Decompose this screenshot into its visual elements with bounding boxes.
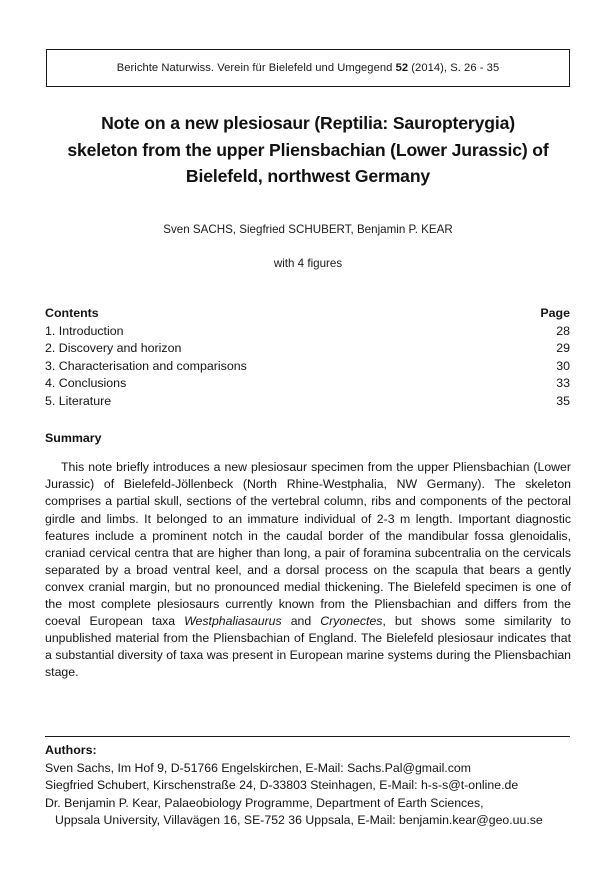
journal-citation-suffix: (2014), S. 26 - 35: [408, 62, 500, 74]
toc-entry-label: 1. Introduction: [45, 323, 124, 338]
toc-heading-page: Page: [540, 306, 570, 320]
toc-entry-page: 28: [556, 323, 570, 338]
toc-heading-label: Contents: [45, 306, 99, 320]
page-title: [46, 110, 570, 190]
toc-entry-literature[interactable]: [45, 393, 570, 411]
table-of-contents: [45, 305, 570, 411]
journal-header-box: [46, 49, 570, 87]
toc-entry-page: 30: [556, 358, 570, 373]
toc-entry-conclusions[interactable]: [45, 375, 570, 393]
authors-heading: Authors:: [45, 743, 97, 757]
authors-divider: [45, 736, 570, 737]
toc-entry-label: 4. Conclusions: [45, 376, 127, 391]
author-address-sachs: Sven Sachs, Im Hof 9, D-51766 Engelskirchen, E-Mail: Sachs.Pal@gmail.com: [45, 760, 471, 775]
toc-entry-page: 35: [556, 393, 570, 408]
toc-entry-label: 5. Literature: [45, 393, 112, 408]
title-line-2: skeleton from the upper Pliensbachian (Lower Jurassic) of: [67, 139, 549, 160]
toc-entry-label: 3. Characterisation and comparisons: [45, 358, 247, 373]
author-address-kear-line-1: Dr. Benjamin P. Kear, Palaeobiology Programme, Department of Earth Sciences,: [45, 795, 484, 810]
toc-entry-discovery-and-horizon[interactable]: [45, 340, 570, 358]
toc-entry-introduction[interactable]: [45, 323, 570, 341]
toc-entry-characterisation-and-comparisons[interactable]: [45, 358, 570, 376]
toc-entry-label: 2. Discovery and horizon: [45, 341, 182, 356]
summary-section: [45, 430, 571, 694]
taxon-name-westphaliasaurus: Westphaliasaurus: [184, 614, 282, 629]
author-byline: Sven SACHS, Siegfried SCHUBERT, Benjamin P. KEAR: [163, 223, 453, 236]
author-address-kear-line-2: Uppsala University, Villavägen 16, SE-752 36 Uppsala, E-Mail: benjamin.kear@geo.uu.se: [55, 813, 543, 828]
title-line-3: Bielefeld, northwest Germany: [185, 166, 431, 186]
figures-note: with 4 figures: [273, 257, 343, 270]
toc-entry-page: 29: [556, 341, 570, 356]
summary-heading: Summary: [45, 431, 102, 445]
author-address-schubert: Siegfried Schubert, Kirschenstraße 24, D-33803 Steinhagen, E-Mail: h-s-s@t-online.de: [45, 778, 519, 793]
summary-paragraph: [45, 459, 571, 681]
summary-text-part-1: This note briefly introduces a new plesiosaur specimen from the upper Pliensbachian (Lower Jurassic) of Bielefeld-Jöllenbeck (North Rhine-Westphalia, NW Germany). The skeleton comprises a partial skull, sections of the vertebral column, ribs and components of the pectoral girdle and limbs. It belonged to an immature individual of 2-3 m length. Important diagnostic features include a prominent notch in the caudal border of the mandibular fossa glenoidalis, craniad cervical centra that are higher than long, a pair of foramina subcentralia on the cervicals separated by a broad ventral keel, and a dorsal process on the scapula that bears a gently convex cranial margin, but no pronounced medial thickening. The Bielefeld specimen is one of the most complete plesiosaurs currently known from the Pliensbachian and differs from the coeval European taxa: [45, 460, 571, 629]
journal-citation-line: [117, 62, 499, 74]
title-line-1: Note on a new plesiosaur (Reptilia: Sauropterygia): [101, 113, 515, 133]
journal-citation-prefix: Berichte Naturwiss. Verein für Bielefeld und Umgegend: [116, 62, 396, 74]
journal-volume-number: 52: [395, 62, 409, 74]
toc-entry-page: 33: [556, 376, 570, 391]
authors-section: [45, 742, 573, 830]
summary-conjunction: and: [281, 614, 321, 629]
summary-text-part-2: , but shows some similarity to unpublished material from the Pliensbachian of England. The Bielefeld plesiosaur indicates that a substantial diversity of taxa was present in European marine systems during the Pliensbachian stage.: [45, 614, 571, 680]
toc-header-row: [45, 305, 570, 323]
taxon-name-cryonectes: Cryonectes: [320, 614, 383, 629]
